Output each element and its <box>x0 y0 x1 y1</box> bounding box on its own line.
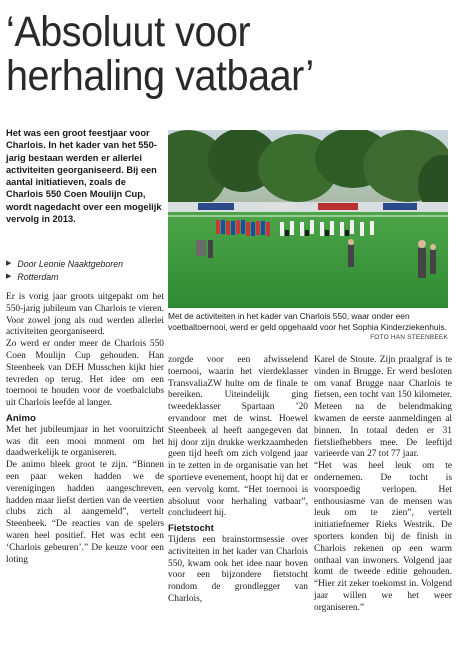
triangle-icon: ▶ <box>6 272 12 280</box>
byline-author: Door Leonie Naaktgeboren <box>17 259 124 269</box>
article-paragraph: Zo werd er onder meer de Charlois 550 Coen Moulijn Cup gehouden. Han Steenbeek van DEH Musschen kijkt hier tevreden op terug. Het idee om een toernooi te houden voor de voetbalclubs uit Charlois leefde al langer. <box>6 339 164 409</box>
triangle-icon: ▶ <box>6 260 12 267</box>
headline-line-1: ‘Absoluut voor <box>6 8 251 56</box>
section-heading-fietstocht: Fietstocht <box>168 523 214 535</box>
football-photo <box>168 130 448 308</box>
article-paragraph: Er is vorig jaar groots uitgepakt om het 550-jarig jubileum van Charlois te vieren. Voor zowel jong als oud werden allerlei activiteiten georganiseerd. <box>6 292 164 338</box>
byline <box>6 258 166 283</box>
article-paragraph: Met het jubileumjaar in het vooruitzicht was dit een mooi moment om het daadwerkelijk te organiseren. <box>6 424 164 459</box>
article-paragraph: Tijdens een brainstormsessie over activiteiten in het kader van Charlois 550, kwam ook het idee naar boven voor een bijzondere fietstocht rondom de grondlegger van Charlois, <box>168 534 308 604</box>
article-column-2 <box>168 355 308 606</box>
football-match-image <box>168 130 448 308</box>
byline-author-row <box>6 258 166 271</box>
section-heading-animo: Animo <box>6 412 36 424</box>
photo-credit: FOTO HAN STEENBEEK <box>370 334 448 341</box>
headline <box>6 10 418 98</box>
article-paragraph: zorgde voor een afwisselend toernooi, waarin het vierdeklasser TransvaliaZW hulte om de finale te bereiken. Uiteindelijk ging tweedeklasser Spartaan ’20 ervandoor met de winst. Hoewel Steenbeek al heeft aangegeven dat hij door zijn drukke werkzaamheden geen tijd heeft om zich volgend jaar in te zetten in de organisatie van het sportieve evenement, hoopt hij dat er een vervolg komt. “Het toernooi is absoluut voor herhaling vatbaar”, concludeert hij. <box>168 355 308 519</box>
byline-place-row <box>6 271 166 284</box>
article-paragraph: De animo bleek groot te zijn. “Binnen een paar weken hadden we de verenigingen hadden aangeschreven, hadden maar liefst dertien van de veertien clubs zich al aangemeld”, vertelt Steenbeek. “De reacties van de spelers waren heel positief. Het was echt een ‘Charlois gebeuren’.” De keuze voor een loting <box>6 460 164 565</box>
article-paragraph: “Het was heel leuk om te ondernemen. De tocht is voorspoedig verlopen. Het enthousiasme van de mensen was leuk om te zien”, vertelt initiatiefnemer Rieks Westrik. De sporters konden bij de finish in Charlois rekenen op een warm onthaal van inwoners. Volgend jaar komt de tweede editie gehouden. “Hier zit zeker toekomst in. Volgend jaar willen we het weer organiseren.” <box>314 461 452 613</box>
article-column-1 <box>6 292 164 566</box>
headline-line-2: herhaling vatbaar’ <box>6 52 314 100</box>
photo-caption: Met de activiteiten in het kader van Charlois 550, waar onder een voetbaltoernooi, werd er geld opgehaald voor het Sophia Kinderziekenhuis. <box>168 311 447 332</box>
lead-paragraph: Het was een groot feestjaar voor Charlois. In het kader van het 550-jarig bestaan werden er allerlei activiteiten georganiseerd. Bij een aantal initiatieven, zoals de Charlois 550 Coen Moulijn Cup, wordt nagedacht over een mogelijk vervolg in 2013. <box>6 128 162 225</box>
byline-place: Rotterdam <box>17 271 59 282</box>
article-paragraph: Karel de Stoute. Zijn praalgraf is te vinden in Brugge. Er werd besloten om vanaf Brugge naar Charlois te fietsen, een tocht van 150 kilometer. Meteen na de belendmaking kwamen de eerste aanmeldingen al binnen. In totaal deden er 31 fietsliefhebbers mee. De leeftijd varieerde van 27 tot 77 jaar. <box>314 355 452 460</box>
article-column-3 <box>314 355 452 615</box>
